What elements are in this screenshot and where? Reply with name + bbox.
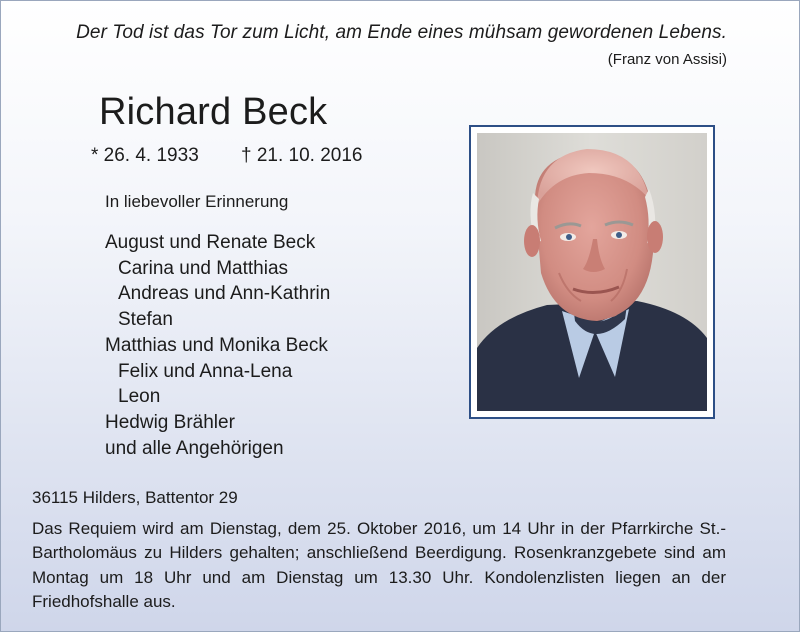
mourners-list: [105, 230, 330, 461]
mourner-line: Hedwig Brähler: [105, 411, 235, 433]
mourner-line: Leon: [118, 386, 161, 408]
death-date: † 21. 10. 2016: [241, 145, 363, 166]
mourner-line: Andreas und Ann-Kathrin: [118, 283, 331, 305]
birth-date: * 26. 4. 1933: [91, 145, 199, 166]
address: 36115 Hilders, Battentor 29: [32, 488, 238, 507]
funeral-announcement: Das Requiem wird am Dienstag, dem 25. Oktober 2016, um 14 Uhr in der Pfarrkirche St.-Bartholomäus zu Hilders gehalten; anschließend Beerdigung. Rosenkranzgebete sind am Montag um 18 Uhr und am Dienstag um 13.30 Uhr. Kondolenzlisten liegen an der Friedhofshalle aus.: [32, 519, 726, 611]
memorial-quote: Der Tod ist das Tor zum Licht, am Ende eines mühsam gewordenen Lebens.: [76, 22, 727, 43]
memory-line: In liebevoller Erinnerung: [105, 192, 289, 211]
mourner-line: Stefan: [118, 309, 173, 331]
portrait-frame: [469, 125, 715, 419]
mourner-line: Carina und Matthias: [118, 257, 289, 279]
portrait-photo: [477, 133, 707, 411]
mourner-line: August und Renate Beck: [105, 232, 316, 253]
quote-source: (Franz von Assisi): [607, 51, 727, 68]
mourner-line: Felix und Anna-Lena: [118, 360, 293, 382]
deceased-name: Richard Beck: [99, 91, 328, 133]
mourner-line: und alle Angehörigen: [105, 437, 284, 459]
mourner-line: Matthias und Monika Beck: [105, 334, 328, 356]
